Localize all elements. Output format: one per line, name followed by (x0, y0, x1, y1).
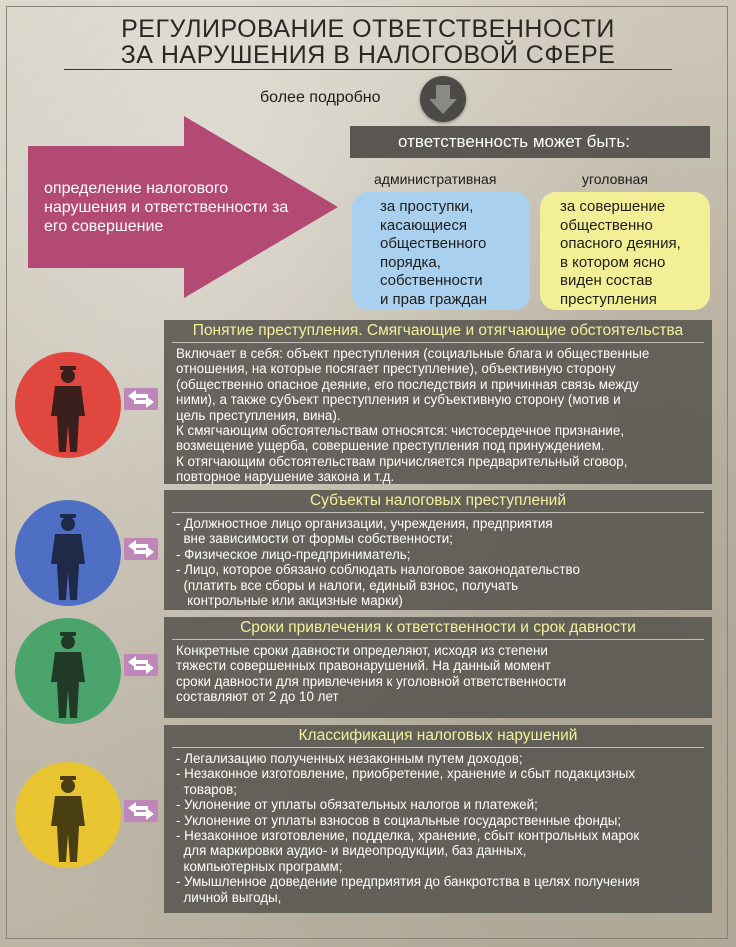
administrative-heading: административная (374, 171, 497, 187)
section-line: (общественно опасное деяние, его последствия и причинная связь между (176, 376, 639, 392)
section-title: Субъекты налоговых преступлений (309, 492, 566, 509)
section-line: для маркировки аудио- и видеопродукции, баз данных, (176, 843, 527, 859)
section-line: - Физическое лицо-предприниматель; (176, 546, 411, 562)
section-line: К смягчающим обстоятельствам относятся: чистосердечное признание, (176, 423, 625, 439)
section-line: цель преступления, вина). (176, 407, 341, 423)
criminal-line: в котором ясно (560, 253, 666, 271)
section-line: - Незаконное изготовление, подделка, хранение, сбыт контрольных марок (176, 828, 640, 844)
section-title: Понятие преступления. Смягчающие и отягчающие обстоятельства (192, 322, 684, 339)
swap-arrows-icon[interactable] (124, 538, 158, 560)
criminal-line: виден состав (560, 272, 653, 289)
circle-limitation-terms (15, 618, 121, 724)
arrow-down-circle-icon[interactable] (420, 76, 466, 122)
section-line: (платить все сборы и налоги, единый взнос, получать (176, 577, 519, 593)
section-divider (172, 747, 704, 748)
person-silhouette-icon (15, 762, 121, 868)
circle-classification (15, 762, 121, 868)
page-title-line1: РЕГУЛИРОВАНИЕ ОТВЕТСТВЕННОСТИ (121, 15, 615, 43)
circle-crime-concept (15, 352, 121, 458)
section-line: отношения, на которые посягает преступление), объективную сторону (176, 361, 616, 377)
section-line: ними), а также субъект преступления и субъективную сторону (мотив и (176, 392, 621, 408)
section-line: - Умышленное доведение предприятия до банкротства в целях получения (176, 874, 640, 890)
section-title: Классификация налоговых нарушений (298, 727, 578, 744)
section-line: контрольные или акцизные марки) (176, 593, 403, 609)
section-line: Конкретные сроки давности определяют, исходя из степени (176, 643, 548, 658)
section-divider (172, 512, 704, 513)
person-silhouette-icon (15, 500, 121, 606)
administrative-line: касающиеся (380, 216, 468, 234)
section-line: - Лицо, которое обязано соблюдать налоговое законодательство (176, 562, 580, 578)
section-line: - Незаконное изготовление, приобретение, хранение и сбыт подакцизных (176, 766, 636, 782)
administrative-line: и прав граждан (380, 290, 488, 308)
criminal-line: общественно (560, 216, 653, 234)
section-line: возмещение ущерба, совершение преступления под принуждением. (176, 438, 605, 454)
section-limitation-terms (164, 617, 712, 718)
definition-text: определение налогового нарушения и ответственности за его совершение (44, 180, 289, 235)
administrative-bubble (352, 192, 530, 310)
section-divider (172, 639, 704, 640)
person-silhouette-icon (15, 352, 121, 458)
person-silhouette-icon (15, 618, 121, 724)
circle-subjects (15, 500, 121, 606)
section-classification (164, 725, 712, 913)
section-line: повторное нарушение закона и т.д. (176, 469, 395, 485)
section-line: вне зависимости от формы собственности; (176, 531, 453, 547)
section-crime-concept (164, 320, 712, 484)
criminal-line: преступления (560, 290, 657, 308)
criminal-line: опасного деяния, (560, 235, 681, 252)
administrative-line: порядка, (380, 253, 441, 271)
criminal-heading: уголовная (582, 171, 648, 187)
section-line: - Должностное лицо организации, учреждения, предприятия (176, 516, 553, 531)
section-line: - Легализацию полученных незаконным путем доходов; (176, 751, 523, 766)
administrative-line: за проступки, (380, 198, 474, 215)
section-line: личной выгоды, (176, 889, 282, 905)
section-line: тяжести совершенных правонарушений. На данный момент (176, 658, 551, 674)
administrative-line: общественного (380, 235, 487, 252)
section-line: - Уклонение от уплаты обязательных налогов и платежей; (176, 797, 538, 813)
section-title: Сроки привлечения к ответственности и срок давности (240, 619, 636, 636)
section-line: К отягчающим обстоятельствам причисляется предварительный сговор, (176, 453, 628, 469)
section-divider (172, 342, 704, 343)
criminal-bubble (540, 192, 710, 310)
criminal-line: за совершение (560, 198, 666, 215)
administrative-line: собственности (380, 272, 483, 289)
page-title-line2: ЗА НАРУШЕНИЯ В НАЛОГОВОЙ СФЕРЕ (120, 41, 616, 69)
swap-arrows-icon[interactable] (124, 654, 158, 676)
more-details-label[interactable]: более подробно (260, 89, 381, 106)
swap-arrows-icon[interactable] (124, 800, 158, 822)
section-line: компьютерных программ; (176, 858, 343, 874)
section-line: сроки давности для привлечения к уголовной ответственности (176, 673, 567, 689)
section-subjects (164, 490, 712, 610)
title-divider (64, 69, 672, 70)
section-line: товаров; (176, 781, 238, 797)
section-line: Включает в себя: объект преступления (социальные блага и общественные (176, 346, 650, 361)
swap-arrows-icon[interactable] (124, 388, 158, 410)
responsibility-banner: ответственность может быть: (350, 126, 710, 158)
section-line: составляют от 2 до 10 лет (176, 689, 339, 705)
section-line: - Уклонение от уплаты взносов в социальные государственные фонды; (176, 812, 622, 828)
